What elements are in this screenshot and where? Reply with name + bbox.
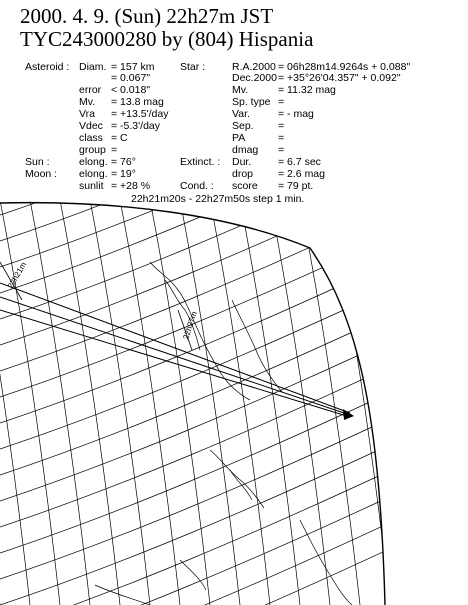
moon-sunlit-label: sunlit	[79, 180, 104, 192]
asteroid-vdec-label: Vdec	[79, 120, 103, 132]
star-ra-label: R.A.2000	[232, 61, 276, 73]
star-header: Star :	[180, 61, 206, 73]
direction-arrow-icon	[343, 409, 354, 420]
parallel-line	[0, 258, 400, 423]
parallel-line	[0, 492, 400, 605]
star-dec-label: Dec.2000	[232, 72, 277, 84]
asteroid-group-value: =	[111, 144, 118, 156]
shadow-path-center	[0, 297, 350, 415]
star-var-value: = - mag	[278, 108, 314, 120]
asteroid-vra-label: Vra	[79, 108, 95, 120]
meridian-line	[180, 200, 240, 605]
graticule	[0, 50, 450, 605]
asteroid-mv-label: Mv.	[79, 96, 96, 108]
time-range: 22h21m20s - 22h27m50s step 1 min.	[131, 193, 305, 205]
extinct-header: Extinct. :	[180, 156, 221, 168]
parallel-line	[0, 154, 400, 319]
asteroid-vdec-value: = -5.3'/day	[111, 120, 160, 132]
cond-score-label: score	[232, 180, 258, 192]
meridian-line	[150, 200, 210, 605]
globe-limb	[0, 203, 385, 605]
parallel-line	[0, 336, 400, 501]
moon-elong-label: elong.	[79, 168, 108, 180]
star-dec-value: = +35°26'04.357" + 0.092"	[278, 72, 401, 84]
parallel-line	[0, 388, 400, 553]
parallel-line	[0, 544, 400, 605]
meridian-line	[90, 200, 150, 605]
parallel-line	[0, 128, 400, 293]
moon-sunlit-value: = +28 %	[111, 180, 151, 192]
star-mv-value: = 11.32 mag	[278, 84, 336, 96]
shadow-path	[0, 262, 350, 417]
star-sep-value: =	[278, 120, 285, 132]
asteroid-mv-value: = 13.8 mag	[111, 96, 164, 108]
meridian-line	[330, 200, 390, 605]
time-label-mid: 22h27m	[181, 310, 199, 341]
extinct-dur-value: = 6.7 sec	[278, 156, 321, 168]
asteroid-class-value: = C	[111, 132, 128, 144]
asteroid-error-label: error	[79, 84, 102, 96]
star-var-label: Var.	[232, 108, 250, 120]
star-mv-label: Mv.	[232, 84, 249, 96]
star-dmag-value: =	[278, 144, 285, 156]
extinct-dur-label: Dur.	[232, 156, 252, 168]
asteroid-diam-value: = 157 km	[111, 61, 155, 73]
meridian-line	[240, 200, 300, 605]
meridian-line	[360, 200, 420, 605]
star-ra-value: = 06h28m14.9264s + 0.088"	[278, 61, 411, 73]
meridian-line	[30, 200, 90, 605]
sun-elong-value: = 76°	[111, 156, 136, 168]
parallel-line	[0, 414, 400, 579]
page-title-date: 2000. 4. 9. (Sun) 22h27m JST	[20, 4, 274, 28]
meridian-line	[300, 200, 360, 605]
cond-score-value: = 79 pt.	[278, 180, 314, 192]
parallel-line	[0, 232, 400, 397]
parallel-line	[0, 206, 400, 371]
asteroid-diam-label: Diam.	[79, 61, 107, 73]
asteroid-header: Asteroid :	[25, 61, 70, 73]
star-sptype-label: Sp. type	[232, 96, 271, 108]
asteroid-error-value: < 0.018"	[111, 84, 151, 96]
sun-header: Sun :	[25, 156, 50, 168]
asteroid-diam2-value: = 0.067"	[111, 72, 151, 84]
cond-header: Cond. :	[180, 180, 214, 192]
moon-header: Moon :	[25, 168, 58, 180]
extinct-drop-value: = 2.6 mag	[278, 168, 325, 180]
asteroid-class-label: class	[79, 132, 103, 144]
time-label-start: 22h21m	[5, 260, 29, 290]
asteroid-group-label: group	[79, 144, 106, 156]
star-dmag-label: dmag	[232, 144, 259, 156]
shadow-path-north-edge	[0, 283, 350, 413]
coastlines	[95, 262, 352, 605]
moon-elong-value: = 19°	[111, 168, 136, 180]
star-sptype-value: =	[278, 96, 285, 108]
extinct-drop-label: drop	[232, 168, 254, 180]
sun-elong-label: elong.	[79, 156, 108, 168]
meridian-line	[120, 200, 180, 605]
star-pa-label: PA	[232, 132, 246, 144]
parallel-line	[0, 284, 400, 449]
page-title-event: TYC243000280 by (804) Hispania	[20, 27, 314, 51]
star-sep-label: Sep.	[232, 120, 254, 132]
meridian-line	[0, 200, 60, 605]
meridian-line	[390, 200, 450, 605]
shadow-path-south-edge	[0, 310, 350, 417]
asteroid-vra-value: = +13.5'/day	[111, 108, 169, 120]
star-pa-value: =	[278, 132, 285, 144]
parallel-line	[0, 518, 400, 605]
